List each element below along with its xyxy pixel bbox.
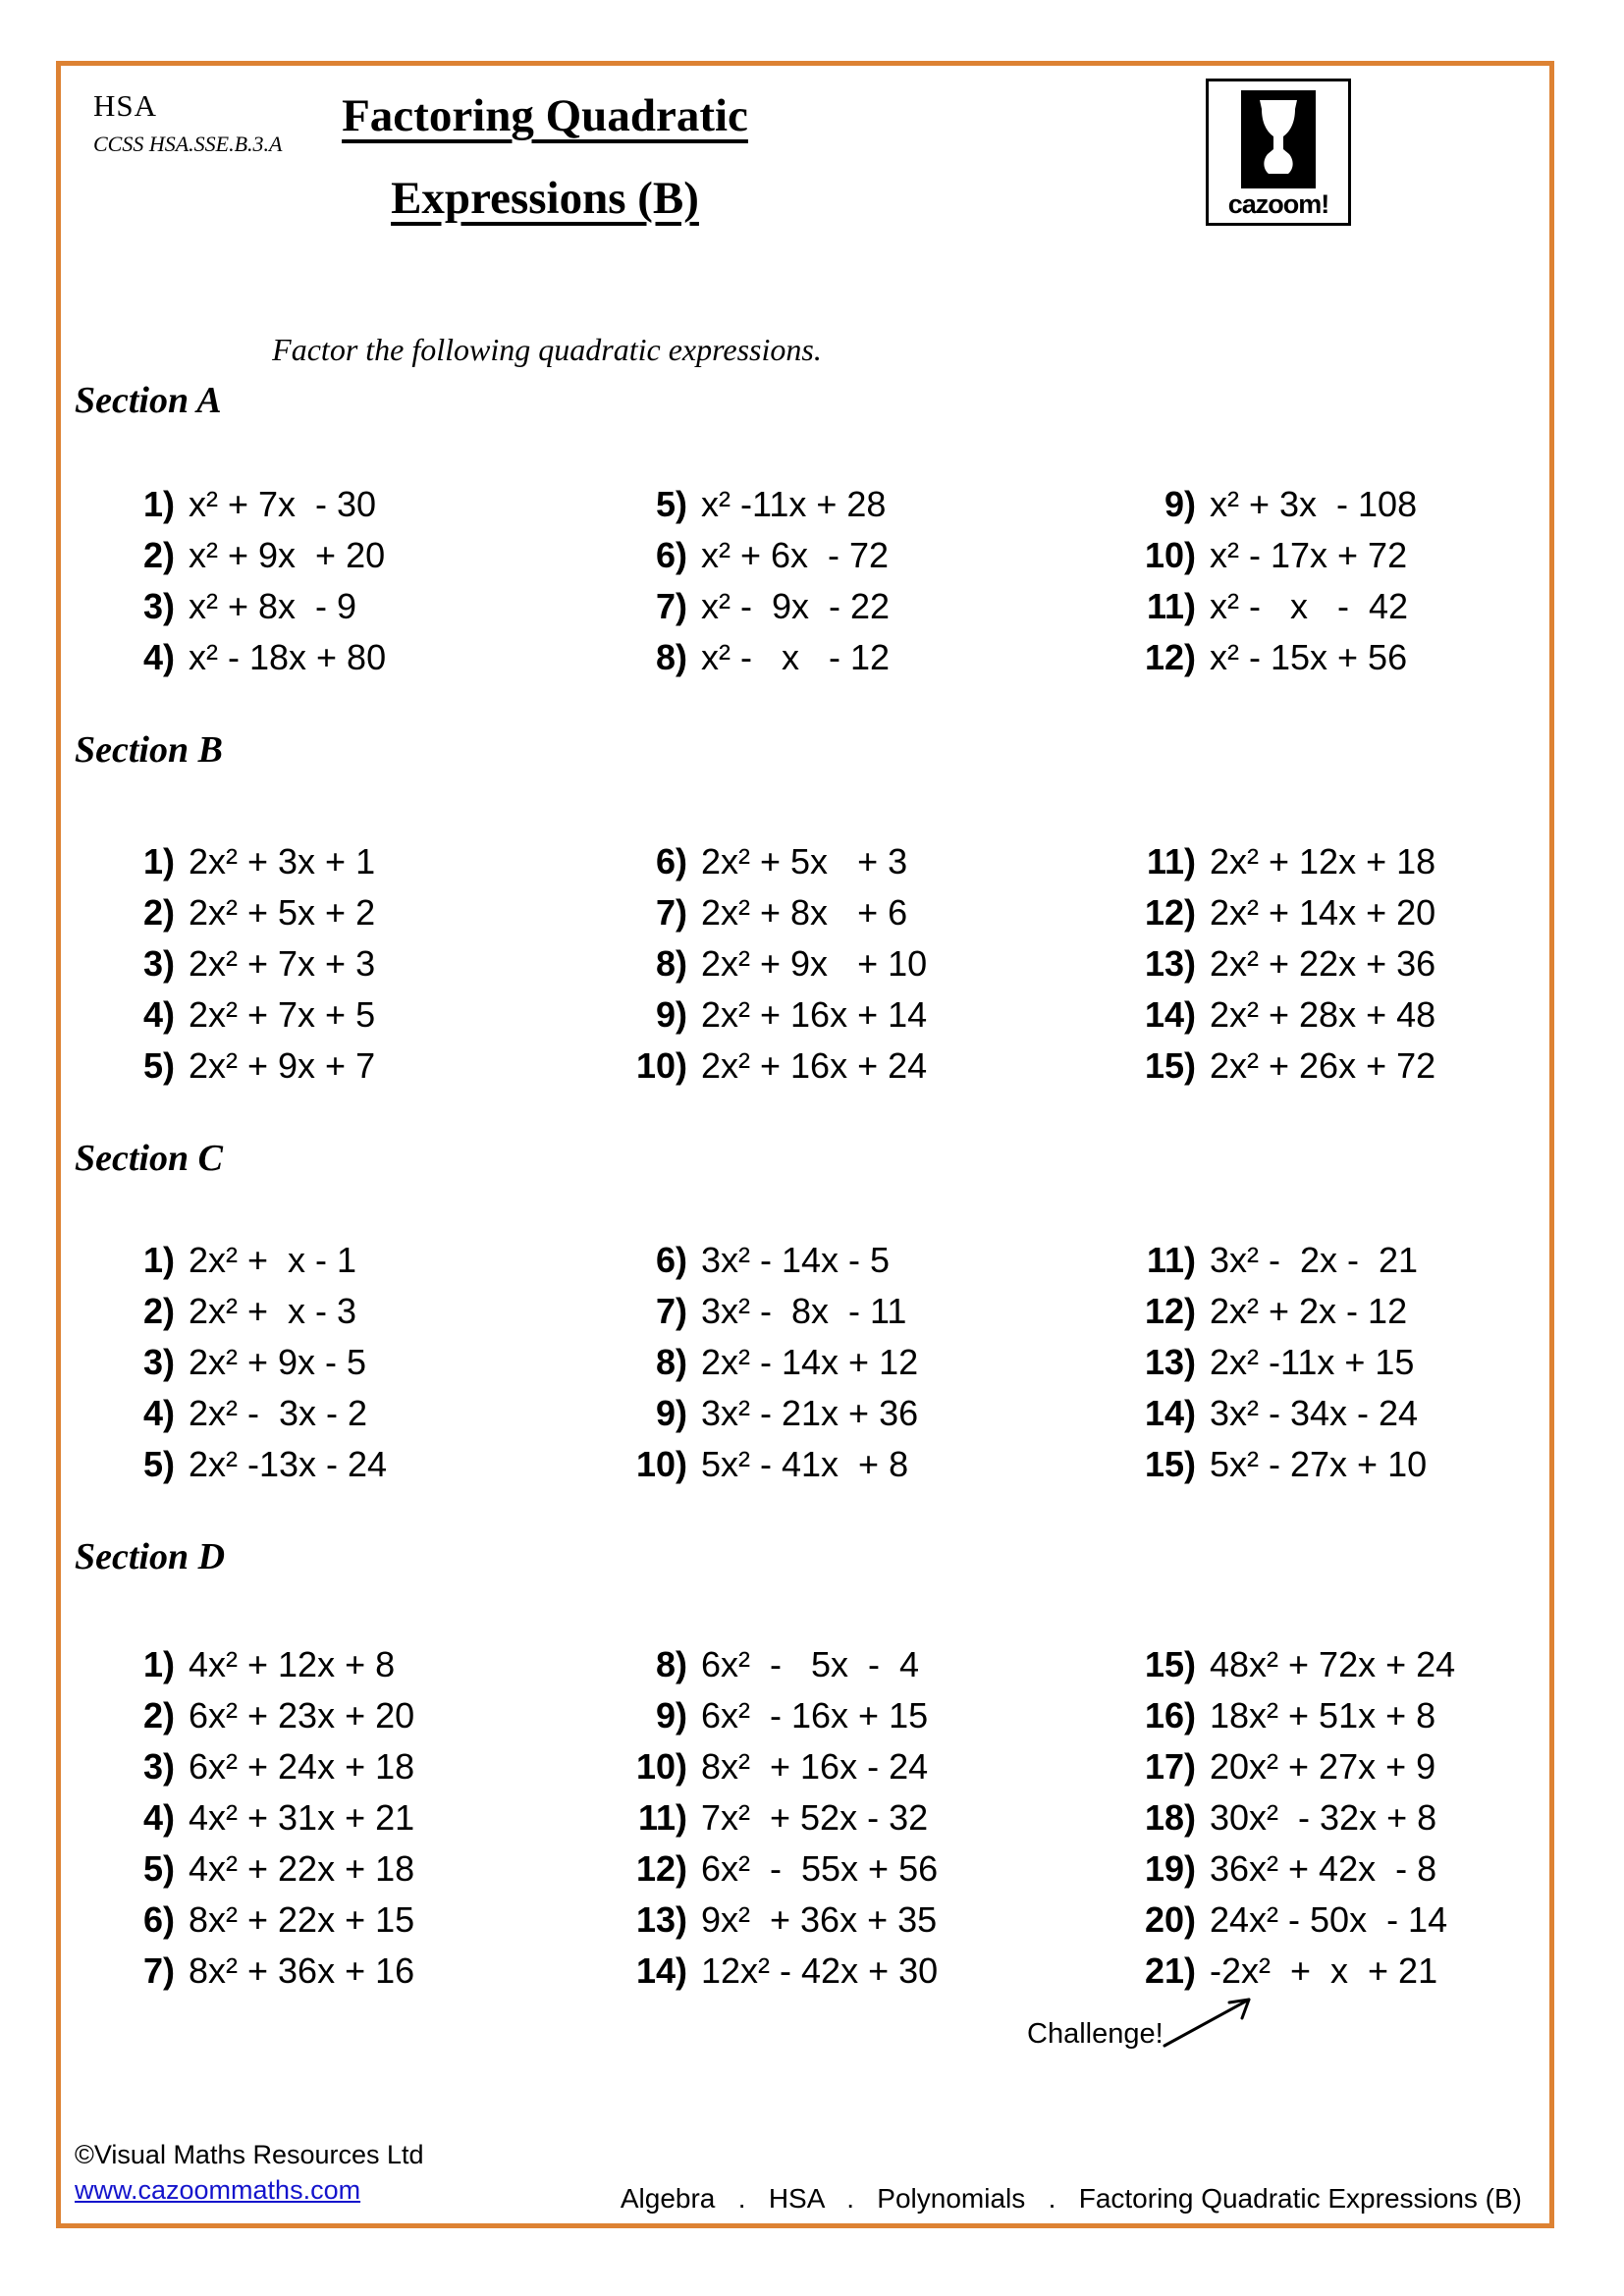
problem-item xyxy=(1098,1843,1455,1895)
section-a-column-2 xyxy=(619,479,890,683)
problem-item xyxy=(619,632,890,683)
problem-number: 11) xyxy=(1146,586,1196,626)
problem-item xyxy=(1098,938,1435,989)
problem-number: 11) xyxy=(1146,1240,1196,1280)
level-code: HSA xyxy=(93,88,158,123)
problem-expression: 2x² + 12x + 18 xyxy=(1210,841,1436,881)
problem-item xyxy=(619,989,927,1041)
problem-expression: x² + 3x - 108 xyxy=(1210,484,1418,524)
problem-expression: 2x² + 7x + 5 xyxy=(189,994,376,1035)
problem-item xyxy=(114,1946,414,1997)
problem-number: 5) xyxy=(142,1848,175,1889)
problem-item xyxy=(1098,1041,1435,1092)
problem-expression: 2x² -11x + 15 xyxy=(1210,1342,1415,1382)
problem-number: 14) xyxy=(1144,1393,1196,1433)
problem-number: 10) xyxy=(635,1746,687,1787)
problem-item xyxy=(114,1337,387,1388)
problem-expression: -2x² + x + 21 xyxy=(1210,1950,1438,1991)
section-b-column-1 xyxy=(114,836,375,1092)
problem-expression: 6x² + 23x + 20 xyxy=(189,1695,415,1735)
challenge-label: Challenge! xyxy=(1027,2018,1164,2050)
problem-number: 16) xyxy=(1144,1695,1196,1735)
problem-number: 4) xyxy=(142,637,175,677)
problem-expression: 3x² - 2x - 21 xyxy=(1210,1240,1419,1280)
problem-item xyxy=(619,938,927,989)
problem-item xyxy=(619,1792,938,1843)
problem-expression: 48x² + 72x + 24 xyxy=(1210,1644,1456,1684)
problem-expression: 4x² + 31x + 21 xyxy=(189,1797,415,1838)
problem-item xyxy=(114,1235,387,1286)
problem-number: 9) xyxy=(655,1393,687,1433)
problem-number: 5) xyxy=(142,1444,175,1484)
problem-number: 17) xyxy=(1144,1746,1196,1787)
problem-item xyxy=(1098,1690,1455,1741)
problem-expression: 2x² + 9x + 7 xyxy=(189,1045,376,1086)
problem-item xyxy=(114,1690,414,1741)
section-d-column-2 xyxy=(619,1639,938,1997)
problem-expression: 5x² - 27x + 10 xyxy=(1210,1444,1428,1484)
problem-item xyxy=(1098,1741,1455,1792)
problem-expression: 20x² + 27x + 9 xyxy=(1210,1746,1436,1787)
problem-expression: 5x² - 41x + 8 xyxy=(701,1444,909,1484)
problem-number: 5) xyxy=(655,484,687,524)
problem-item xyxy=(1098,479,1417,530)
problem-number: 8) xyxy=(655,637,687,677)
problem-expression: 8x² + 36x + 16 xyxy=(189,1950,415,1991)
problem-expression: x² - 18x + 80 xyxy=(189,637,387,677)
section-d-label: Section D xyxy=(75,1536,226,1577)
problem-expression: x² + 6x - 72 xyxy=(701,535,890,575)
problem-number: 13) xyxy=(1144,943,1196,984)
problem-item xyxy=(1098,989,1435,1041)
problem-number: 6) xyxy=(655,841,687,881)
problem-expression: x² + 9x + 20 xyxy=(189,535,386,575)
problem-expression: 2x² + x - 1 xyxy=(189,1240,357,1280)
problem-number: 15) xyxy=(1144,1444,1196,1484)
problem-number: 15) xyxy=(1144,1644,1196,1684)
problem-number: 3) xyxy=(142,1746,175,1787)
problem-expression: 36x² + 42x - 8 xyxy=(1210,1848,1437,1889)
problem-item xyxy=(619,1388,918,1439)
problem-expression: 2x² + 5x + 3 xyxy=(701,841,908,881)
logo-wordmark: cazoom! xyxy=(1227,189,1329,219)
problem-item xyxy=(1098,1639,1455,1690)
problem-item xyxy=(114,1439,387,1490)
problem-item xyxy=(114,836,375,887)
problem-expression: 4x² + 22x + 18 xyxy=(189,1848,415,1889)
problem-expression: 3x² - 34x - 24 xyxy=(1210,1393,1419,1433)
problem-item xyxy=(1098,530,1417,581)
problem-number: 11) xyxy=(1146,841,1196,881)
problem-item xyxy=(619,1895,938,1946)
problem-expression: 18x² + 51x + 8 xyxy=(1210,1695,1436,1735)
problem-item xyxy=(114,1286,387,1337)
problem-number: 12) xyxy=(635,1848,687,1889)
problem-item xyxy=(114,938,375,989)
cazoom-logo xyxy=(1206,79,1351,226)
problem-number: 8) xyxy=(655,1644,687,1684)
problem-number: 8) xyxy=(655,1342,687,1382)
problem-expression: x² - 15x + 56 xyxy=(1210,637,1408,677)
problem-number: 19) xyxy=(1144,1848,1196,1889)
problem-expression: 2x² + 9x + 10 xyxy=(701,943,928,984)
problem-expression: 9x² + 36x + 35 xyxy=(701,1899,938,1940)
problem-item xyxy=(619,1439,918,1490)
problem-expression: 2x² + 5x + 2 xyxy=(189,892,376,933)
problem-item xyxy=(1098,581,1417,632)
problem-item xyxy=(619,530,890,581)
problem-number: 4) xyxy=(142,994,175,1035)
problem-expression: 2x² + 2x - 12 xyxy=(1210,1291,1408,1331)
section-a-label: Section A xyxy=(75,380,222,421)
problem-expression: 2x² - 14x + 12 xyxy=(701,1342,919,1382)
problem-item xyxy=(619,581,890,632)
problem-number: 3) xyxy=(142,943,175,984)
problem-expression: 2x² + 26x + 72 xyxy=(1210,1045,1436,1086)
problem-expression: 4x² + 12x + 8 xyxy=(189,1644,396,1684)
problem-expression: 2x² + 3x + 1 xyxy=(189,841,376,881)
problem-expression: 2x² + 28x + 48 xyxy=(1210,994,1436,1035)
section-d-column-1 xyxy=(114,1639,414,1997)
section-c-column-1 xyxy=(114,1235,387,1490)
problem-expression: 2x² + 16x + 14 xyxy=(701,994,928,1035)
section-c-column-3 xyxy=(1098,1235,1427,1490)
problem-item xyxy=(1098,1337,1427,1388)
problem-item xyxy=(619,1946,938,1997)
website-link[interactable]: www.cazoommaths.com xyxy=(75,2175,361,2205)
problem-item xyxy=(619,1286,918,1337)
problem-expression: 2x² + x - 3 xyxy=(189,1291,357,1331)
problem-number: 11) xyxy=(637,1797,687,1838)
section-b-column-2 xyxy=(619,836,927,1092)
problem-expression: 6x² - 5x - 4 xyxy=(701,1644,920,1684)
problem-number: 3) xyxy=(142,586,175,626)
problem-item xyxy=(114,887,375,938)
problem-expression: 6x² - 16x + 15 xyxy=(701,1695,929,1735)
problem-number: 10) xyxy=(635,1444,687,1484)
problem-number: 18) xyxy=(1144,1797,1196,1838)
problem-item xyxy=(114,989,375,1041)
problem-item xyxy=(114,1388,387,1439)
problem-item xyxy=(1098,1388,1427,1439)
problem-expression: x² -11x + 28 xyxy=(701,484,887,524)
problem-item xyxy=(619,1041,927,1092)
problem-number: 10) xyxy=(1144,535,1196,575)
section-c-column-2 xyxy=(619,1235,918,1490)
problem-item xyxy=(114,1041,375,1092)
problem-number: 13) xyxy=(635,1899,687,1940)
ccss-reference: CCSS HSA.SSE.B.3.A xyxy=(93,132,283,156)
problem-expression: 12x² - 42x + 30 xyxy=(701,1950,939,1991)
problem-item xyxy=(619,1741,938,1792)
problem-number: 4) xyxy=(142,1797,175,1838)
problem-item xyxy=(1098,1895,1455,1946)
problem-number: 9) xyxy=(655,1695,687,1735)
problem-item xyxy=(619,1337,918,1388)
problem-number: 1) xyxy=(142,1240,175,1280)
problem-expression: 2x² + 7x + 3 xyxy=(189,943,376,984)
problem-item xyxy=(114,632,386,683)
problem-item xyxy=(1098,887,1435,938)
problem-expression: 8x² + 16x - 24 xyxy=(701,1746,929,1787)
problem-number: 15) xyxy=(1144,1045,1196,1086)
problem-expression: x² - x - 42 xyxy=(1210,586,1409,626)
section-d-column-3 xyxy=(1098,1639,1455,1997)
problem-item xyxy=(1098,1946,1455,1997)
problem-number: 1) xyxy=(142,841,175,881)
problem-expression: x² - 17x + 72 xyxy=(1210,535,1408,575)
problem-number: 21) xyxy=(1144,1950,1196,1991)
problem-item xyxy=(619,887,927,938)
problem-number: 7) xyxy=(655,892,687,933)
problem-item xyxy=(114,581,386,632)
problem-number: 12) xyxy=(1144,1291,1196,1331)
problem-item xyxy=(1098,1792,1455,1843)
challenge-arrow-icon xyxy=(1159,1985,1269,2056)
problem-expression: 2x² + 8x + 6 xyxy=(701,892,908,933)
problem-number: 20) xyxy=(1144,1899,1196,1940)
problem-number: 3) xyxy=(142,1342,175,1382)
problem-item xyxy=(1098,1286,1427,1337)
section-a-column-3 xyxy=(1098,479,1417,683)
problem-number: 5) xyxy=(142,1045,175,1086)
problem-item xyxy=(619,1235,918,1286)
problem-number: 9) xyxy=(655,994,687,1035)
problem-item xyxy=(619,1690,938,1741)
problem-expression: 3x² - 8x - 11 xyxy=(701,1291,907,1331)
problem-expression: 24x² - 50x - 14 xyxy=(1210,1899,1448,1940)
instruction-text: Factor the following quadratic expressions. xyxy=(272,332,822,367)
page-title-line2: Expressions (B) xyxy=(391,173,699,224)
problem-item xyxy=(619,1639,938,1690)
problem-number: 12) xyxy=(1144,637,1196,677)
problem-number: 1) xyxy=(142,484,175,524)
problem-expression: 2x² -13x - 24 xyxy=(189,1444,388,1484)
problem-number: 2) xyxy=(142,1695,175,1735)
problem-number: 7) xyxy=(142,1950,175,1991)
problem-number: 14) xyxy=(1144,994,1196,1035)
copyright-text: ©Visual Maths Resources Ltd xyxy=(75,2140,424,2169)
problem-number: 13) xyxy=(1144,1342,1196,1382)
problem-expression: 6x² + 24x + 18 xyxy=(189,1746,415,1787)
problem-number: 7) xyxy=(655,1291,687,1331)
problem-number: 10) xyxy=(635,1045,687,1086)
problem-item xyxy=(114,1843,414,1895)
section-b-label: Section B xyxy=(75,729,223,771)
problem-number: 6) xyxy=(655,1240,687,1280)
djembe-drum-icon xyxy=(1241,90,1316,188)
problem-number: 8) xyxy=(655,943,687,984)
problem-expression: 30x² - 32x + 8 xyxy=(1210,1797,1437,1838)
problem-item xyxy=(114,479,386,530)
page-title xyxy=(201,75,889,240)
problem-item xyxy=(114,1639,414,1690)
problem-number: 2) xyxy=(142,535,175,575)
problem-expression: 2x² + 22x + 36 xyxy=(1210,943,1436,984)
problem-expression: 2x² + 14x + 20 xyxy=(1210,892,1436,933)
problem-item xyxy=(619,479,890,530)
problem-expression: x² + 8x - 9 xyxy=(189,586,357,626)
problem-item xyxy=(114,530,386,581)
section-c-label: Section C xyxy=(75,1138,223,1179)
section-b-column-3 xyxy=(1098,836,1435,1092)
problem-item xyxy=(114,1895,414,1946)
problem-expression: 3x² - 14x - 5 xyxy=(701,1240,891,1280)
problem-expression: 6x² - 55x + 56 xyxy=(701,1848,939,1889)
problem-expression: 2x² + 9x - 5 xyxy=(189,1342,367,1382)
problem-number: 2) xyxy=(142,1291,175,1331)
problem-item xyxy=(1098,632,1417,683)
problem-item xyxy=(619,1843,938,1895)
problem-item xyxy=(1098,1439,1427,1490)
problem-expression: x² - x - 12 xyxy=(701,637,891,677)
problem-number: 6) xyxy=(655,535,687,575)
problem-item xyxy=(114,1792,414,1843)
problem-number: 9) xyxy=(1164,484,1196,524)
problem-item xyxy=(114,1741,414,1792)
problem-number: 7) xyxy=(655,586,687,626)
problem-number: 14) xyxy=(635,1950,687,1991)
problem-number: 6) xyxy=(142,1899,175,1940)
problem-number: 2) xyxy=(142,892,175,933)
problem-number: 1) xyxy=(142,1644,175,1684)
page-title-line1: Factoring Quadratic xyxy=(342,90,748,141)
problem-expression: 2x² - 3x - 2 xyxy=(189,1393,368,1433)
section-a-column-1 xyxy=(114,479,386,683)
problem-expression: x² + 7x - 30 xyxy=(189,484,377,524)
problem-expression: 3x² - 21x + 36 xyxy=(701,1393,919,1433)
breadcrumb: Algebra . HSA . Polynomials . Factoring Quadratic Expressions (B) xyxy=(620,2183,1522,2214)
problem-expression: 2x² + 16x + 24 xyxy=(701,1045,928,1086)
problem-item xyxy=(1098,836,1435,887)
problem-expression: 8x² + 22x + 15 xyxy=(189,1899,415,1940)
problem-item xyxy=(619,836,927,887)
problem-number: 4) xyxy=(142,1393,175,1433)
problem-number: 12) xyxy=(1144,892,1196,933)
problem-expression: x² - 9x - 22 xyxy=(701,586,891,626)
problem-expression: 7x² + 52x - 32 xyxy=(701,1797,929,1838)
problem-item xyxy=(1098,1235,1427,1286)
